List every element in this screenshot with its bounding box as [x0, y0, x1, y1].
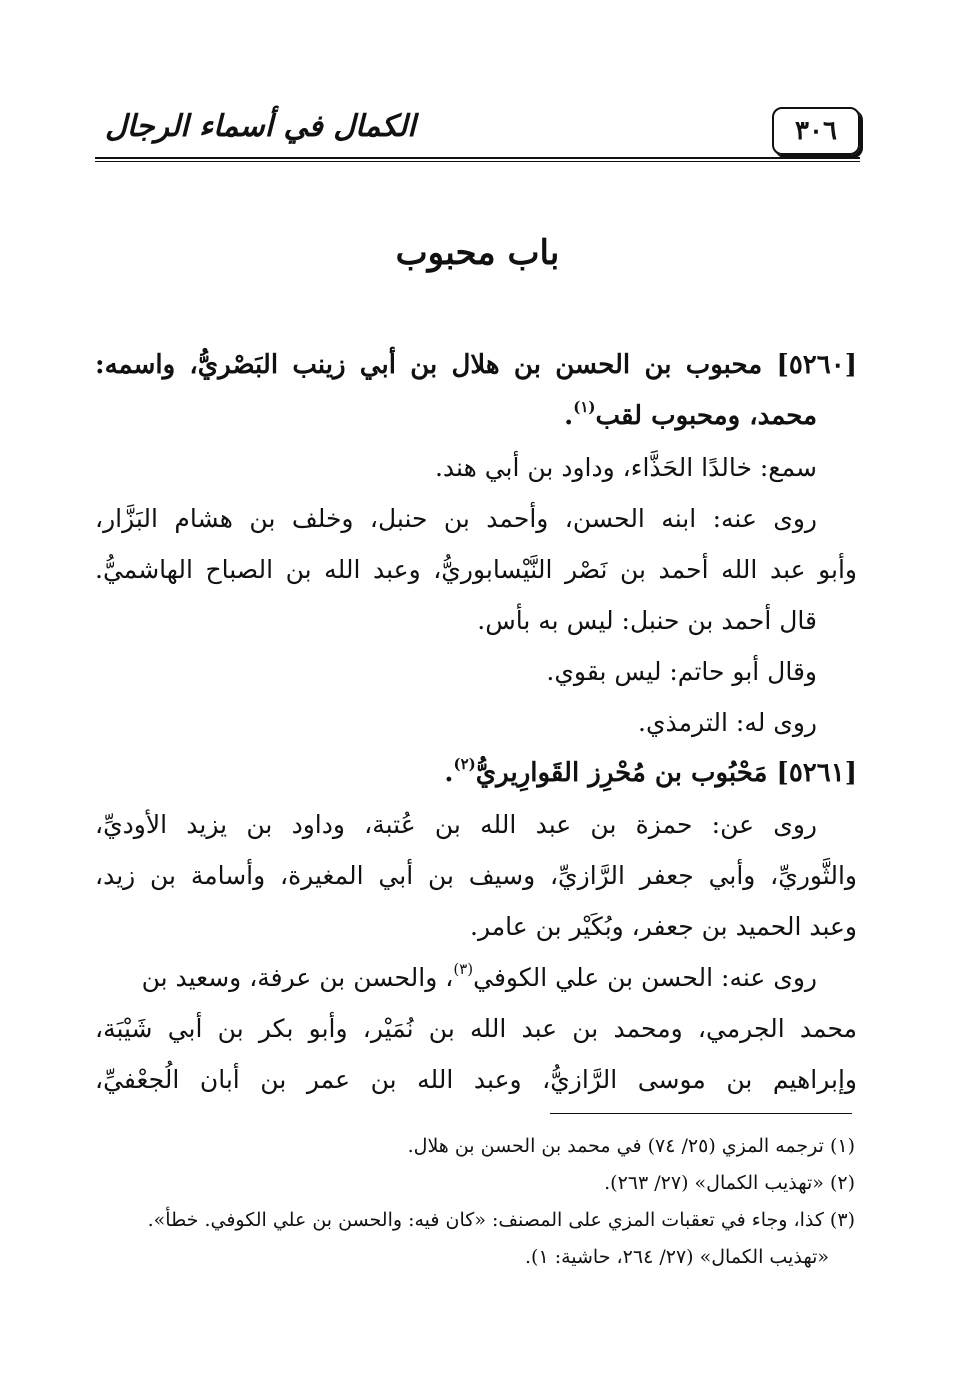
page-number: ٣٠٦: [772, 107, 860, 155]
footnote-separator: [550, 1113, 852, 1114]
text-line: روى له: الترمذي.: [638, 708, 817, 737]
text-line: محمد الجرمي، ومحمد بن عبد الله بن نُمَيْر، وأبو بكر بن أبي شَيْبَة،: [95, 1014, 857, 1043]
text-line: [95, 952, 857, 1003]
text-line: وأبو عبد الله أحمد بن نَصْر النَّيْسابوريُّ، وعبد الله بن الصباح الهاشميُّ.: [95, 555, 857, 584]
footnote: (٣) كذا، وجاء في تعقبات المزي على المصنف: «كان فيه: والحسن بن علي الكوفي. خطأ».: [147, 1209, 855, 1231]
running-header: [95, 95, 860, 165]
text-line: وإبراهيم بن موسى الرَّازيُّ، وعبد الله بن عمر بن أبان الُجعْفيِّ،: [95, 1065, 857, 1094]
footnote-ref: (٢): [453, 755, 476, 773]
text-line: قال أحمد بن حنبل: ليس به بأس.: [477, 606, 817, 635]
footnote-ref: (٣): [453, 960, 474, 978]
text-line: سمع: خالدًا الحَذَّاء، وداود بن أبي هند.: [434, 453, 817, 482]
footnote-continuation: «تهذيب الكمال» (٢٧/ ٢٦٤، حاشية: ١).: [524, 1246, 829, 1268]
narrators-rest: ، والحسن بن عرفة، وسعيد بن: [141, 963, 454, 992]
text-line: والثَّوريِّ، وأبي جعفر الرَّازيِّ، وسيف بن أبي المغيرة، وأسامة بن زيد،: [95, 861, 857, 890]
text-line: وعبد الحميد بن جعفر، وبُكَيْر بن عامر.: [470, 912, 857, 941]
footnote-ref: (١): [573, 398, 596, 416]
entry-heading-end: .: [444, 758, 454, 788]
entry-heading-text: محمد، ومحبوب لقب: [595, 401, 817, 431]
book-title: الكمال في أسماء الرجال: [105, 109, 416, 144]
entry-heading-cont: [95, 391, 857, 442]
footnote: (٢) «تهذيب الكمال» (٢٧/ ٢٦٣).: [604, 1172, 855, 1194]
narrators-start: روى عنه: الحسن بن علي الكوفي: [473, 963, 817, 992]
footnote: (١) ترجمه المزي (٢٥/ ٧٤) في محمد بن الحسن بن هلال.: [407, 1135, 855, 1157]
header-rule-thin: [95, 161, 860, 162]
main-text: [95, 340, 857, 1105]
entry-heading: [95, 748, 857, 799]
text-line: روى عنه: ابنه الحسن، وأحمد بن حنبل، وخلف بن هشام البَزَّار،: [95, 504, 817, 533]
entry-heading: [٥٢٦٠] محبوب بن الحسن بن هلال بن أبي زينب البَصْريُّ، واسمه:: [95, 350, 857, 380]
text-line: وقال أبو حاتم: ليس بقوي.: [546, 657, 817, 686]
footnotes: [95, 1128, 855, 1276]
header-rule: [95, 157, 860, 159]
entry-heading-end: .: [564, 401, 574, 431]
entry-heading-text: [٥٢٦١] مَحْبُوب بن مُحْرِز القَوارِيريُّ: [475, 758, 857, 788]
text-line: روى عن: حمزة بن عبد الله بن عُتبة، وداود بن يزيد الأوديِّ،: [95, 810, 817, 839]
chapter-title: باب محبوب: [395, 233, 560, 273]
